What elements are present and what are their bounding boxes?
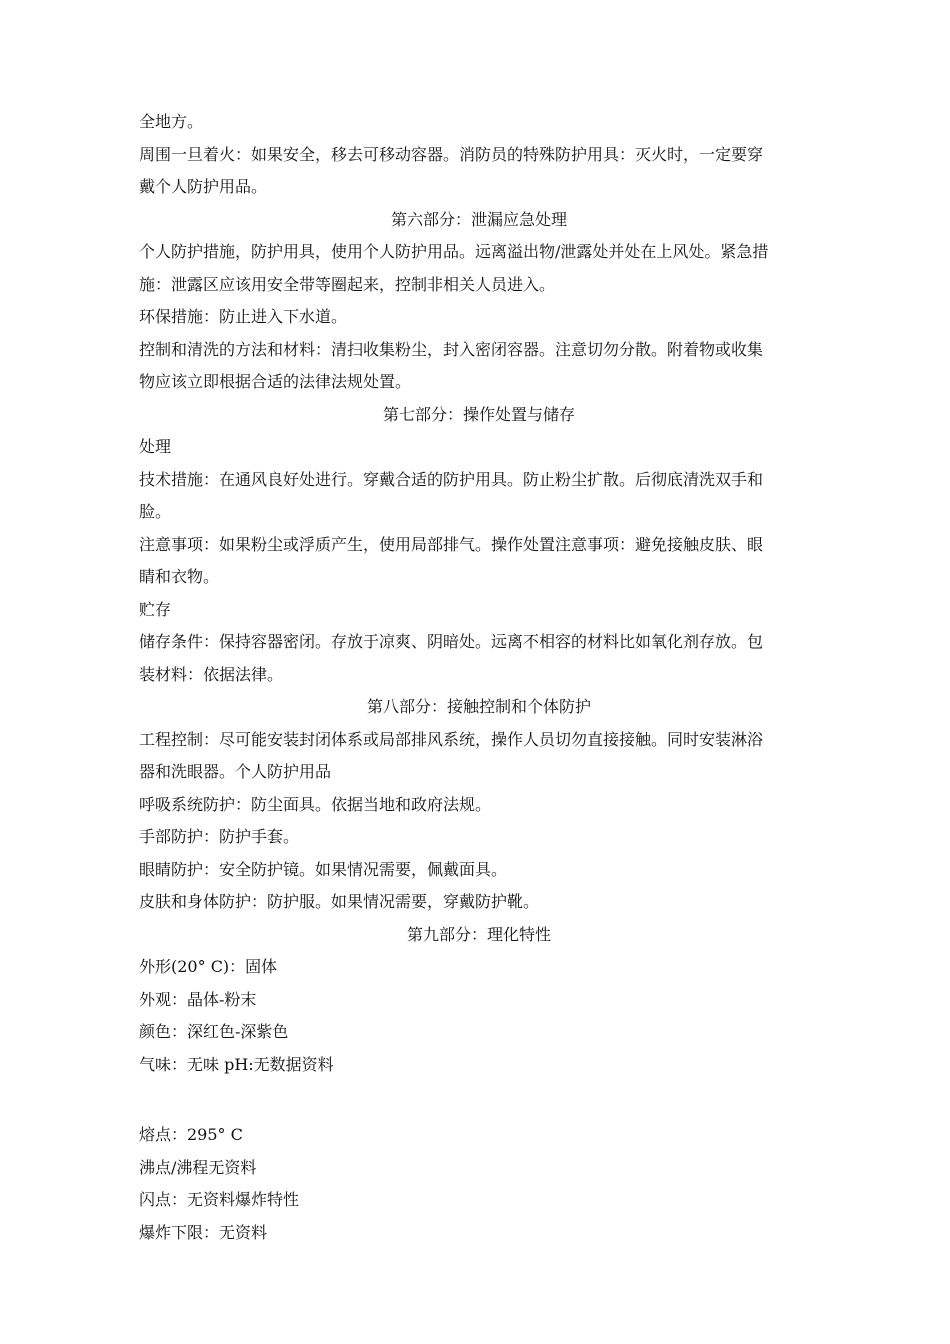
text-line: 爆炸下限：无资料 (139, 1222, 268, 1242)
text-line: 处理 (139, 437, 172, 456)
section-heading: 第九部分：理化特性 (406, 924, 551, 944)
text-line: 技术措施：在通风良好处进行。穿戴合适的防护用具。防止粉尘扩散。后彻底清洗双手和 (139, 469, 764, 489)
text-line: 外观：晶体-粉末 (139, 989, 257, 1009)
text-line: 外形(20° C)：固体 (139, 957, 278, 976)
text-line: 施：泄露区应该用安全带等圈起来，控制非相关人员进入。 (139, 274, 556, 294)
text-line: 控制和清洗的方法和材料：清扫收集粉尘，封入密闭容器。注意切勿分散。附着物或收集 (139, 339, 764, 359)
text-line: 注意事项：如果粉尘或浮质产生，使用局部排气。操作处置注意事项：避免接触皮肤、眼 (139, 534, 764, 554)
text-line: 脸。 (139, 502, 172, 521)
text-line: 储存条件：保持容器密闭。存放于凉爽、阴暗处。远离不相容的材料比如氧化剂存放。包 (139, 632, 764, 651)
text-line: 贮存 (139, 599, 172, 619)
text-line: 工程控制：尽可能安装封闭体系或局部排风系统，操作人员切勿直接接触。同时安装淋浴 (139, 729, 764, 749)
text-line: 闪点：无资料爆炸特性 (139, 1190, 300, 1209)
text-line: 全地方。 (139, 112, 204, 131)
text-line: 器和洗眼器。个人防护用品 (139, 762, 332, 781)
text-line: 个人防护措施，防护用具，使用个人防护用品。远离溢出物/泄露处并处在上风处。紧急措 (139, 242, 769, 261)
document-body (139, 106, 819, 1249)
text-line: 沸点/沸程无资料 (139, 1157, 257, 1177)
text-line: 手部防护：防护手套。 (139, 827, 300, 846)
text-line: 睛和衣物。 (139, 567, 220, 586)
text-line: 气味：无味 pH:无数据资料 (139, 1054, 334, 1074)
text-line: 眼睛防护：安全防护镜。如果情况需要，佩戴面具。 (139, 859, 508, 879)
text-line: 装材料：依据法律。 (139, 664, 284, 684)
section-heading: 第七部分：操作处置与储存 (382, 404, 575, 424)
text-line: 皮肤和身体防护：防护服。如果情况需要，穿戴防护靴。 (139, 892, 540, 911)
text-line: 熔点：295° C (139, 1125, 243, 1144)
section-heading: 第八部分：接触控制和个体防护 (366, 697, 591, 716)
text-line: 物应该立即根据合适的法律法规处置。 (139, 372, 412, 391)
section-heading: 第六部分：泄漏应急处理 (390, 209, 567, 229)
text-line: 周围一旦着火：如果安全，移去可移动容器。消防员的特殊防护用具：灭火时，一定要穿 (139, 144, 764, 164)
document-page (139, 106, 819, 1249)
text-line: 颜色：深红色-深紫色 (139, 1022, 289, 1041)
text-line: 戴个人防护用品。 (139, 177, 268, 196)
paragraph-gap (139, 1097, 819, 1103)
text-line: 环保措施：防止进入下水道。 (139, 307, 348, 326)
text-line: 呼吸系统防护：防尘面具。依据当地和政府法规。 (139, 794, 492, 814)
